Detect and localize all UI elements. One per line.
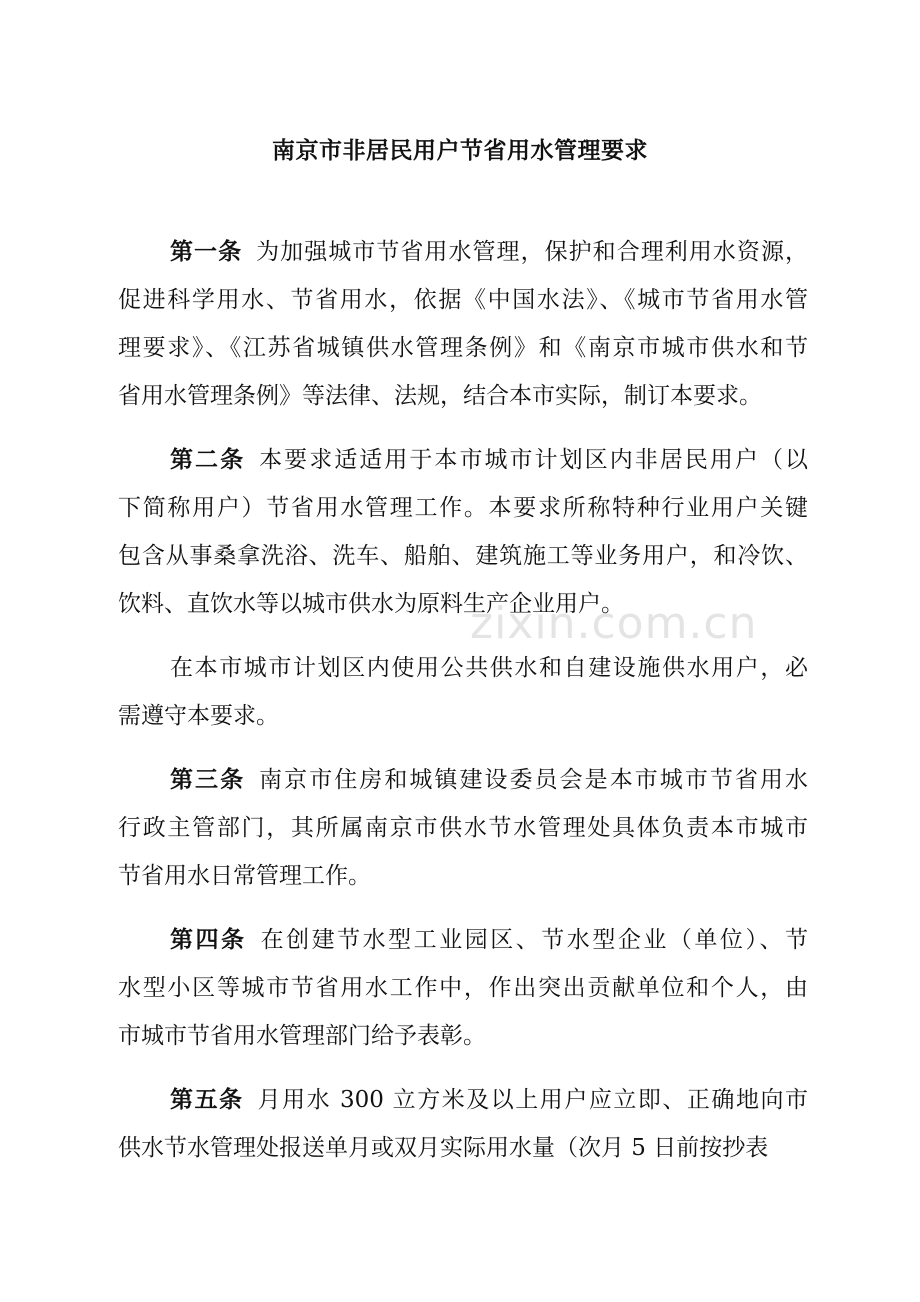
paragraph-line	[118, 804, 808, 852]
document-body	[118, 228, 808, 1188]
paragraph-line	[118, 916, 808, 964]
article-label: 第五条	[170, 1087, 244, 1113]
line-text: 省用水管理条例》等法律、法规，结合本市实际，制订本要求。	[118, 383, 762, 409]
article-paragraph	[118, 916, 808, 1060]
article-label: 第四条	[170, 927, 247, 953]
line-text: 下简称用户）节省用水管理工作。本要求所称特种行业用户关键	[118, 495, 808, 521]
paragraph-line	[118, 532, 808, 580]
paragraph-line	[118, 1124, 808, 1172]
article-paragraph	[118, 1076, 808, 1172]
article-paragraph	[118, 756, 808, 900]
line-text: 南京市住房和城镇建设委员会是本市城市节省用水	[259, 767, 808, 793]
watermark: zixin.com.cn	[470, 598, 758, 649]
line-text: 包含从事桑拿洗浴、洗车、船舶、建筑施工等业务用户，和冷饮、	[118, 543, 808, 569]
paragraph-line	[118, 756, 808, 804]
paragraph-line	[118, 1012, 808, 1060]
paragraph-line	[118, 228, 808, 276]
paragraph-line	[118, 964, 808, 1012]
line-text: 节省用水日常管理工作。	[118, 863, 371, 889]
line-text: 在本市城市计划区内使用公共供水和自建设施供水用户，必	[170, 655, 808, 681]
line-text: 促进科学用水、节省用水，依据《中国水法》、《城市节省用水管	[118, 287, 808, 313]
article-label: 第一条	[170, 239, 243, 265]
article-label: 第二条	[170, 447, 246, 473]
line-text: 为加强城市节省用水管理，保护和合理利用水资源，	[256, 239, 809, 265]
paragraph-line	[118, 436, 808, 484]
line-text: 本要求适适用于本市城市计划区内非居民用户（以	[259, 447, 808, 473]
line-text: 行政主管部门，其所属南京市供水节水管理处具体负责本市城市	[118, 815, 808, 841]
line-text: 市城市节省用水管理部门给予表彰。	[118, 1023, 486, 1049]
line-text: 理要求》、《江苏省城镇供水管理条例》和《南京市城市供水和节	[118, 335, 808, 361]
paragraph-line	[118, 1076, 808, 1124]
paragraph-line	[118, 484, 808, 532]
paragraph-line	[118, 372, 808, 420]
article-paragraph	[118, 644, 808, 740]
paragraph-line	[118, 692, 808, 740]
article-label: 第三条	[170, 767, 246, 793]
line-text: 水型小区等城市节省用水工作中，作出突出贡献单位和个人，由	[118, 975, 808, 1001]
line-text: 在创建节水型工业园区、节水型企业（单位）、节	[260, 927, 808, 953]
line-text: 需遵守本要求。	[118, 703, 279, 729]
paragraph-line	[118, 644, 808, 692]
article-paragraph	[118, 228, 808, 420]
document-title: 南京市非居民用户节省用水管理要求	[272, 138, 648, 164]
paragraph-line	[118, 852, 808, 900]
line-text: 饮料、直饮水等以城市供水为原料生产企业用户。	[118, 591, 624, 617]
line-text: 月用水 300 立方米及以上用户应立即、正确地向市	[257, 1087, 808, 1113]
line-text: 供水节水管理处报送单月或双月实际用水量（次月 5 日前按抄表	[118, 1135, 769, 1161]
paragraph-line	[118, 276, 808, 324]
paragraph-line	[118, 324, 808, 372]
